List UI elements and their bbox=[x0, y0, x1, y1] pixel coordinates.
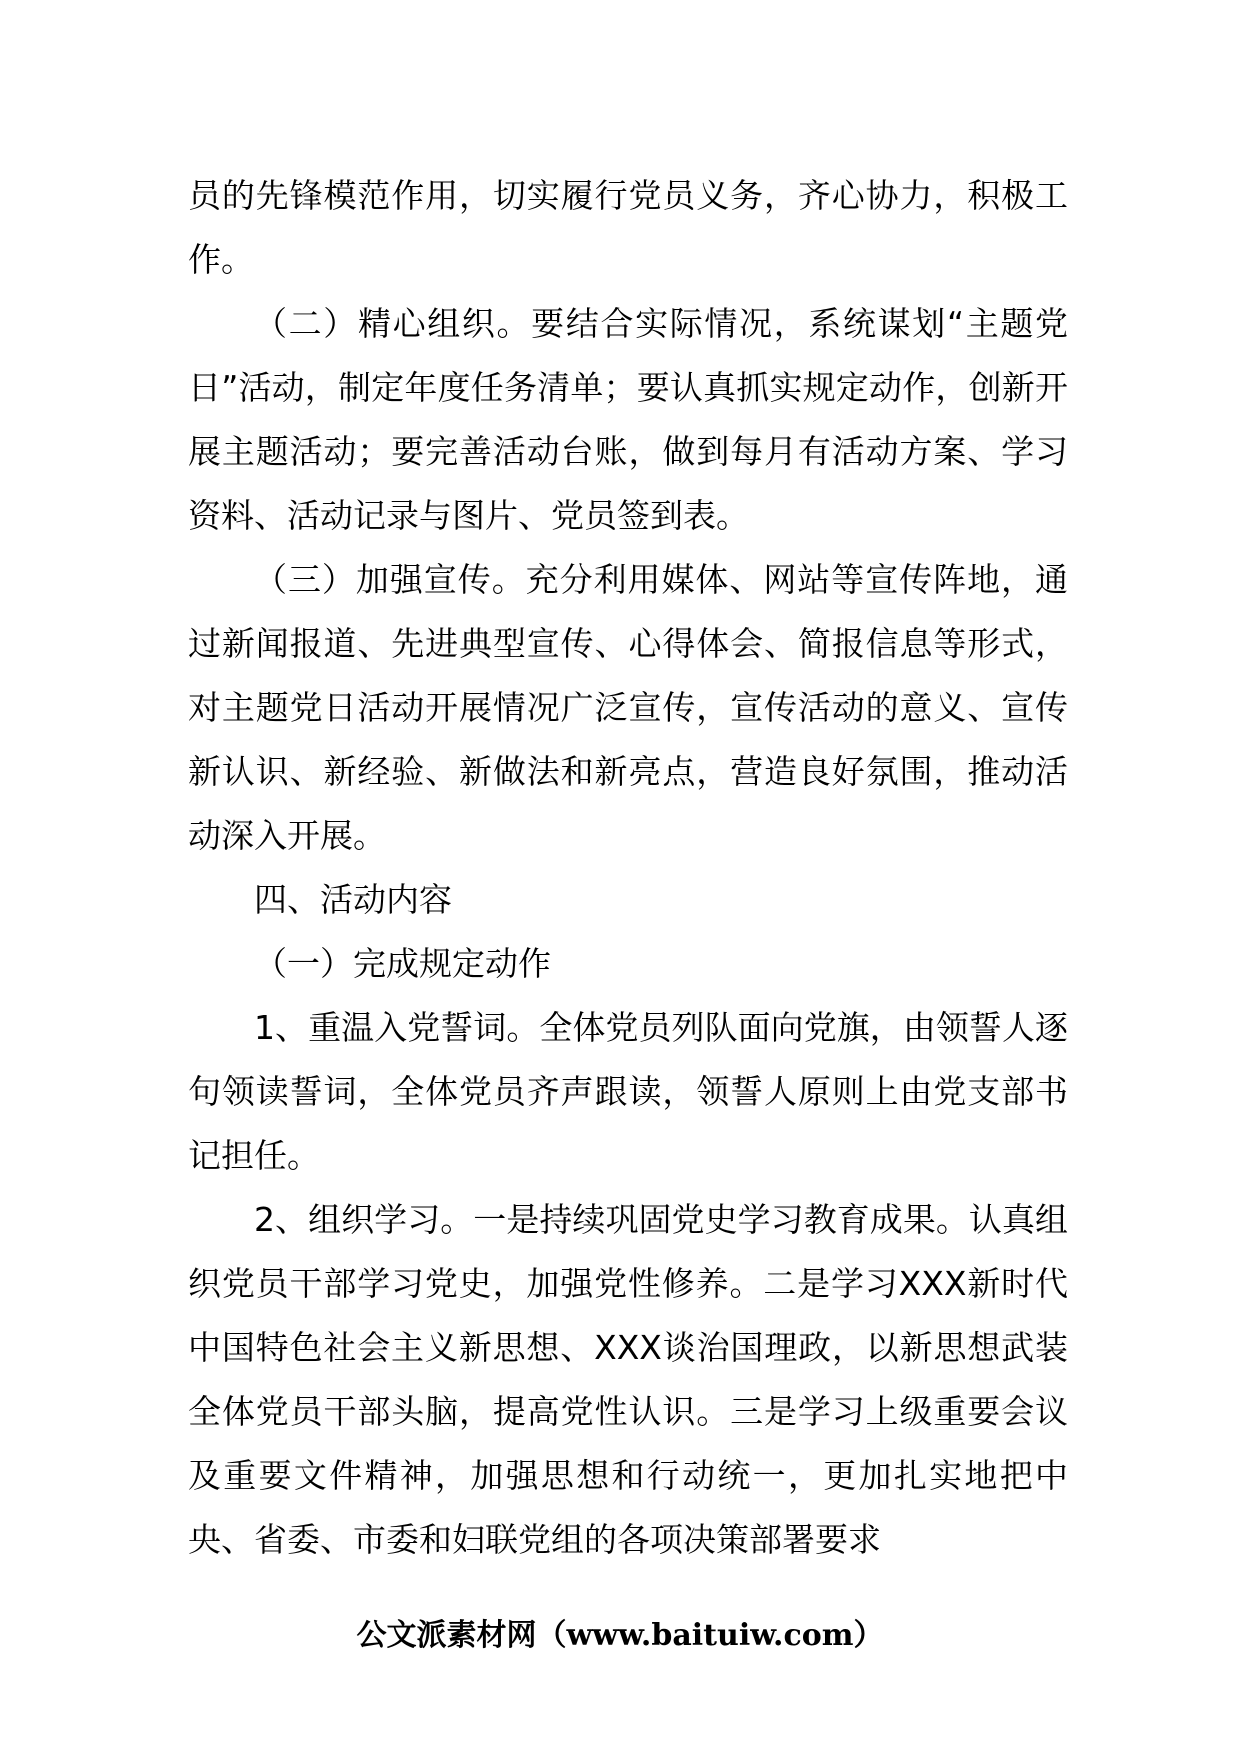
section-heading-activity-content: 四、活动内容 bbox=[254, 880, 452, 919]
paragraph-organize: （二）精心组织。要结合实际情况，系统谋划“主题党日”活动，制定年度任务清单；要认真抓实规定动作，创新开展主题活动；要完善活动台账，做到每月有活动方案、学习资料、活动记录与图片、党员签到表。 bbox=[188, 304, 1068, 535]
paragraph-continuation: 员的先锋模范作用，切实履行党员义务，齐心协力，积极工作。 bbox=[188, 176, 1068, 279]
paragraph-oath: 1、重温入党誓词。全体党员列队面向党旗，由领誓人逐句领读誓词，全体党员齐声跟读，领誓人原则上由党支部书记担任。 bbox=[188, 1008, 1068, 1175]
footer-watermark: 公文派素材网（www.baituiw.com） bbox=[356, 1618, 884, 1653]
paragraph-study: 2、组织学习。一是持续巩固党史学习教育成果。认真组织党员干部学习党史，加强党性修养。二是学习XXX新时代中国特色社会主义新思想、XXX谈治国理政，以新思想武装全体党员干部头脑，提高党性认识。三是学习上级重要会议及重要文件精神，加强思想和行动统一，更加扎实地把中央、省委、市委和妇联党组的各项决策部署要求 bbox=[188, 1200, 1068, 1559]
subsection-heading-required-actions: （一）完成规定动作 bbox=[254, 944, 551, 983]
document-body bbox=[188, 164, 1068, 1572]
paragraph-publicity: （三）加强宣传。充分利用媒体、网站等宣传阵地，通过新闻报道、先进典型宣传、心得体会、简报信息等形式，对主题党日活动开展情况广泛宣传，宣传活动的意义、宣传新认识、新经验、新做法和新亮点，营造良好氛围，推动活动深入开展。 bbox=[188, 560, 1068, 855]
